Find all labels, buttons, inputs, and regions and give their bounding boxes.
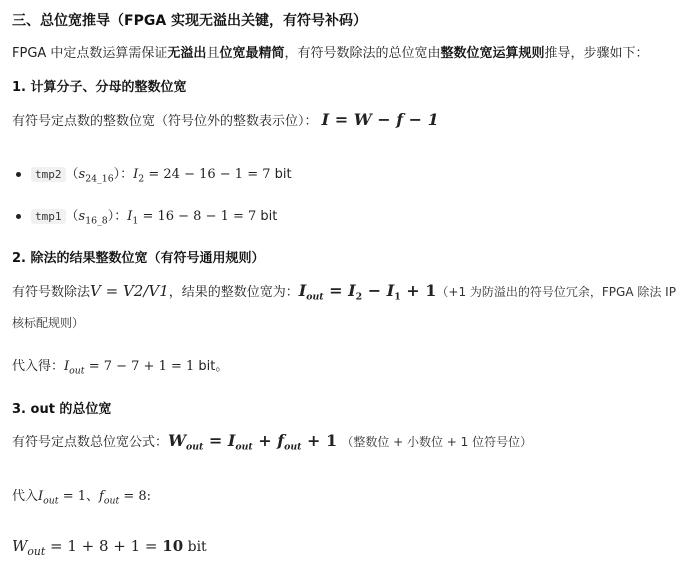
math-subscript: out — [27, 544, 46, 558]
math-expression: = 7 − 7 + 1 = 1 — [84, 359, 195, 374]
formula-w: W — [168, 431, 186, 450]
division-expression: V = V2/V1 — [90, 282, 169, 300]
math-i: I — [38, 489, 44, 504]
math-expression: = 16 − 8 − 1 = 7 — [138, 209, 257, 224]
division-text: 有符号数除法 — [12, 285, 91, 300]
math-expression: = 8: — [119, 489, 152, 504]
math-f: f — [99, 489, 104, 504]
formula-subscript: out — [235, 441, 253, 453]
unit-bit: bit。 — [194, 359, 229, 374]
paren: ）： — [113, 167, 134, 182]
math-expression: = 1 + 8 + 1 = — [45, 537, 163, 555]
total-substitution — [12, 485, 151, 506]
formula-subscript: 1 — [394, 291, 401, 303]
math-s: s — [78, 209, 86, 224]
division-substitution — [12, 355, 228, 376]
intro-bold-1: 无溢出 — [167, 46, 207, 61]
formula-part: = I — [323, 281, 356, 300]
code-tmp1: tmp1 — [31, 209, 66, 224]
formula-part: − I — [362, 281, 395, 300]
math-i: I — [133, 167, 139, 182]
intro-bold-2: 位宽最精简 — [219, 46, 285, 61]
section-title: 三、总位宽推导（FPGA 实现无溢出关键，有符号补码） — [12, 13, 368, 29]
integer-width-line — [12, 110, 439, 129]
formula-subscript: out — [284, 441, 302, 453]
formula-subscript: out — [306, 291, 324, 303]
intro-text: 推导，步骤如下： — [544, 46, 649, 61]
formula-subscript: 2 — [355, 291, 363, 303]
formula-part: = I — [203, 431, 236, 450]
math-i: I — [127, 209, 133, 224]
intro-text: FPGA 中定点数运算需保证 — [12, 46, 168, 61]
list-item-tmp2 — [16, 163, 292, 184]
unit-bit: bit — [256, 209, 278, 224]
result-value: 10 — [162, 537, 184, 555]
unit-bit: bit — [183, 539, 207, 555]
paren: （ — [65, 167, 79, 182]
formula-subscript: out — [185, 441, 204, 453]
math-s: s — [78, 167, 86, 182]
paren: ）： — [107, 209, 128, 224]
integer-width-formula: I = W − f − 1 — [321, 110, 439, 129]
total-width-note: （整数位 + 小数位 + 1 位符号位） — [341, 435, 533, 449]
intro-bold-3: 整数位宽运算规则 — [440, 46, 545, 61]
intro-paragraph — [12, 42, 649, 61]
intro-text: ，有符号数除法的总位宽由 — [284, 46, 441, 61]
code-tmp2: tmp2 — [31, 167, 66, 182]
total-width-line — [12, 431, 532, 452]
math-subscript: 2 — [138, 173, 145, 185]
division-note: （+1 为防溢出的符号位冗余，FPGA 除法 IP 核标配规则） — [12, 285, 676, 331]
integer-width-label: 有符号定点数的整数位宽（符号位外的整数表示位）： — [12, 114, 318, 129]
math-subscript: out — [69, 365, 85, 377]
math-subscript: out — [43, 495, 59, 507]
substitution-label: 代入得： — [12, 359, 65, 374]
division-rule-paragraph — [12, 278, 682, 337]
formula-part: + f — [252, 431, 285, 450]
section-2-heading: 2. 除法的结果整数位宽（有符号通用规则） — [12, 251, 265, 266]
math-expression: = 1、 — [58, 489, 99, 504]
math-expression: = 24 − 16 − 1 = 7 — [144, 167, 271, 182]
total-width-label: 有符号定点数总位宽公式： — [12, 435, 169, 450]
formula-part: + 1 — [400, 281, 437, 300]
math-w: W — [12, 537, 28, 555]
total-result — [12, 537, 207, 558]
section-1-heading: 1. 计算分子、分母的整数位宽 — [12, 80, 187, 95]
section-3-heading: 3. out 的总位宽 — [12, 402, 112, 417]
bullet-dot — [16, 214, 21, 219]
formula-part: + 1 — [301, 431, 338, 450]
math-subscript: 1 — [132, 215, 139, 227]
unit-bit: bit — [270, 167, 292, 182]
formula-i: I — [298, 281, 307, 300]
math-subscript: out — [103, 495, 120, 507]
math-i: I — [64, 359, 70, 374]
division-text: ，结果的整数位宽为： — [168, 285, 299, 300]
bullet-dot — [16, 172, 21, 177]
math-subscript: 16_8 — [85, 215, 108, 227]
paren: （ — [65, 209, 79, 224]
list-item-tmp1 — [16, 205, 277, 226]
substitution-label: 代入 — [12, 489, 39, 504]
intro-text: 且 — [206, 46, 220, 61]
math-subscript: 24_16 — [85, 173, 114, 185]
